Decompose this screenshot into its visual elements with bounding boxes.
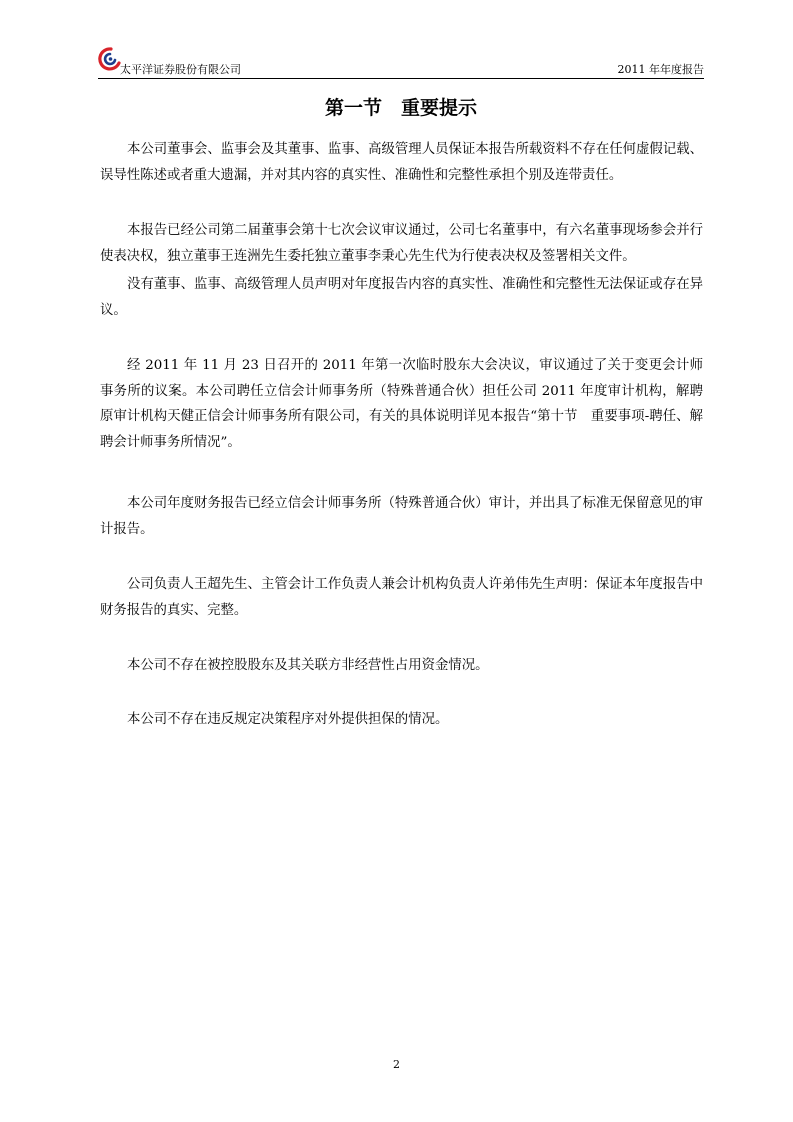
paragraph-auditor-change: 经 2011 年 11 月 23 日召开的 2011 年第一次临时股东大会决议，审议通过了关于变更会计师事务所的议案。本公司聘任立信会计师事务所（特殊普通合伙）担任公司 2011 年度审计机构，解聘原审计机构天健正信会计师事务所有限公司，有关的具体说明详见本报告“第十节 重要事项-聘任、解聘会计师事务所情况”。 (100, 358, 703, 450)
paragraph-no-fund-occupation: 本公司不存在被控股股东及其关联方非经营性占用资金情况。 (127, 658, 489, 673)
report-name: 2011 年年度报告 (617, 63, 704, 76)
paragraph-board-approval: 本报告已经公司第二届董事会第十七次会议审议通过，公司七名董事中，有六名董事现场参会并行使表决权，独立董事王连洲先生委托独立董事李秉心先生代为行使表决权及签署相关文件。 (100, 223, 703, 264)
company-name: 太平洋证券股份有限公司 (120, 63, 241, 76)
paragraph-audit-opinion: 本公司年度财务报告已经立信会计师事务所（特殊普通合伙）审计，并出具了标准无保留意见的审计报告。 (100, 496, 703, 537)
paragraph-responsible-statement: 公司负责人王超先生、主管会计工作负责人兼会计机构负责人许弟伟先生声明：保证本年度报告中财务报告的真实、完整。 (100, 577, 703, 618)
cpic-logo-icon (98, 46, 122, 72)
paragraph-board-guarantee: 本公司董事会、监事会及其董事、监事、高级管理人员保证本报告所载资料不存在任何虚假记载、误导性陈述或者重大遗漏，并对其内容的真实性、准确性和完整性承担个别及连带责任。 (100, 142, 703, 183)
paragraph-no-guarantee-violation: 本公司不存在违反规定决策程序对外提供担保的情况。 (127, 712, 449, 727)
page-number: 2 (393, 1058, 400, 1071)
section-title: 第一节 重要提示 (324, 97, 477, 119)
page-header (98, 44, 704, 79)
paragraph-no-objection: 没有董事、监事、高级管理人员声明对年度报告内容的真实性、准确性和完整性无法保证或存在异议。 (100, 277, 703, 318)
